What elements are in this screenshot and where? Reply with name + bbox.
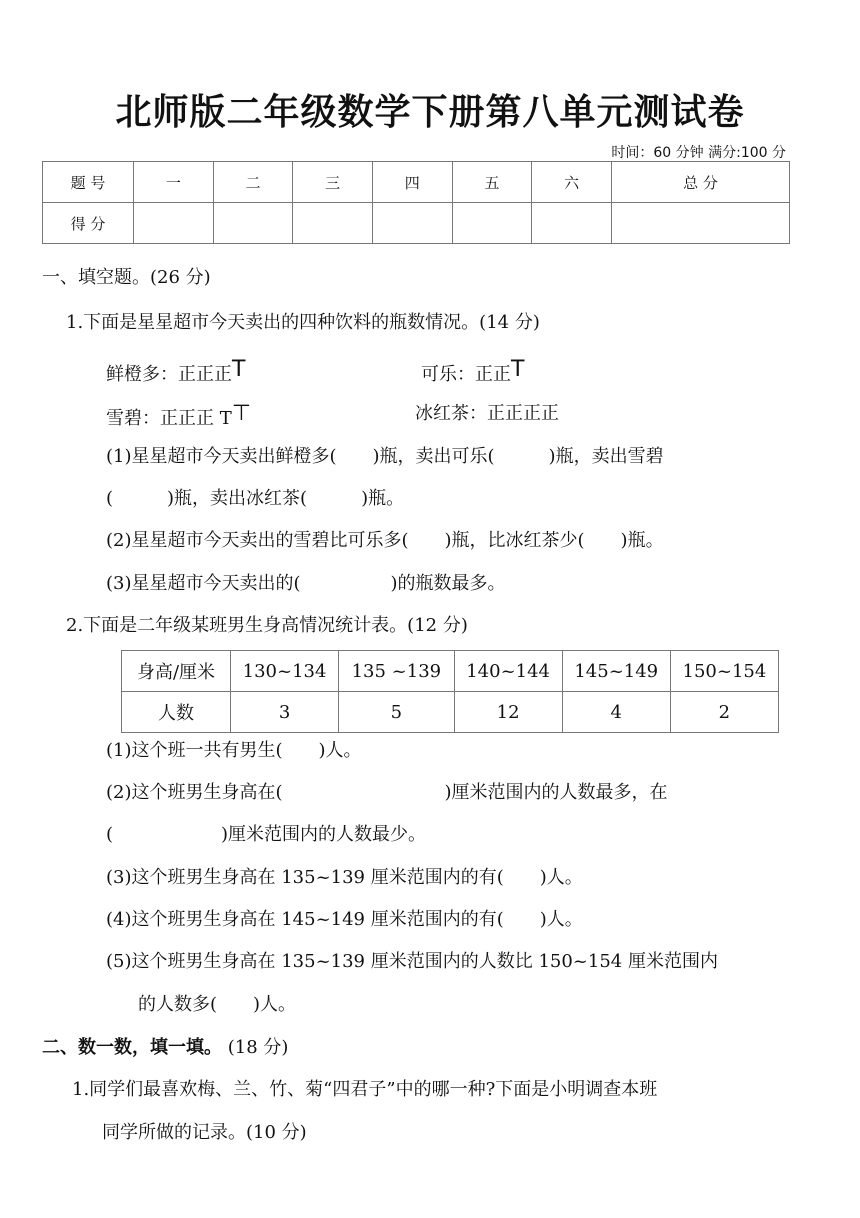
q2-sub5-line2: 的人数多( )人。: [138, 994, 297, 1015]
score-cell[interactable]: [452, 203, 532, 244]
score-header-cell: 一: [134, 162, 214, 203]
count-row-label: 人数: [122, 692, 231, 733]
score-table: [42, 161, 790, 244]
section2-score: (18 分): [227, 1037, 289, 1058]
height-range-cell: 150~154: [670, 651, 778, 692]
score-header-cell: 六: [532, 162, 612, 203]
drink-orange-label: 鲜橙多：正正正: [106, 364, 232, 385]
height-table: [121, 650, 779, 733]
score-header-cell: 总 分: [611, 162, 789, 203]
drink-icetea-label: 冰红茶：正正正正: [415, 403, 559, 424]
drink-sprite: [106, 402, 251, 431]
q2-stem: 2.下面是二年级某班男生身高情况统计表。(12 分): [66, 615, 468, 636]
score-header-cell: 三: [293, 162, 373, 203]
q2-sub4: (4)这个班男生身高在 145~149 厘米范围内的有( )人。: [106, 909, 583, 930]
score-table-header-row: [43, 162, 790, 203]
score-table-score-row: [43, 203, 790, 244]
height-range-row: [122, 651, 779, 692]
drink-cola: [421, 358, 524, 387]
score-cell[interactable]: [293, 203, 373, 244]
drink-cola-label: 可乐：正正: [421, 364, 511, 385]
score-header-cell: 题 号: [43, 162, 134, 203]
section1-heading: 一、填空题。(26 分): [42, 267, 211, 288]
section2-heading: 二、数一数，填一填。: [42, 1037, 222, 1058]
q1-sub3: (3)星星超市今天卖出的( )的瓶数最多。: [106, 573, 506, 594]
height-range-cell: 135 ~139: [339, 651, 454, 692]
q2-sub2-line1: (2)这个班男生身高在( )厘米范围内的人数最多，在: [106, 782, 668, 803]
q1-stem: 1.下面是星星超市今天卖出的四种饮料的瓶数情况。(14 分): [66, 312, 540, 333]
page-title: 北师版二年级数学下册第八单元测试卷: [115, 92, 745, 133]
drink-sprite-label: 雪碧：正正正 T: [106, 408, 232, 429]
q2-sub3: (3)这个班男生身高在 135~139 厘米范围内的有( )人。: [106, 867, 583, 888]
score-cell[interactable]: [532, 203, 612, 244]
q2-sub5-line1: (5)这个班男生身高在 135~139 厘米范围内的人数比 150~154 厘米范围内: [106, 951, 718, 972]
score-cell[interactable]: [372, 203, 452, 244]
time-info: 时间：60 分钟 满分:100 分: [611, 145, 786, 161]
height-range-cell: 130~134: [231, 651, 339, 692]
drink-icetea: [415, 402, 559, 426]
height-count-row: [122, 692, 779, 733]
count-cell: 5: [339, 692, 454, 733]
count-cell: 2: [670, 692, 778, 733]
q1-sub1-line1: (1)星星超市今天卖出鲜橙多( )瓶，卖出可乐( )瓶，卖出雪碧: [106, 446, 664, 467]
q2-sub1: (1)这个班一共有男生( )人。: [106, 740, 362, 761]
tally-mark: T: [511, 357, 525, 382]
section2-q1-line1: 1.同学们最喜欢梅、兰、竹、菊“四君子”中的哪一种?下面是小明调查本班: [72, 1079, 658, 1100]
drink-orange: [106, 358, 245, 387]
score-cell[interactable]: [213, 203, 293, 244]
count-cell: 12: [454, 692, 562, 733]
tally-mark: ⊤: [231, 401, 251, 426]
height-range-cell: 145~149: [562, 651, 670, 692]
section2-q1-line2: 同学所做的记录。(10 分): [102, 1122, 307, 1143]
height-row-label: 身高/厘米: [122, 651, 231, 692]
score-header-cell: 二: [213, 162, 293, 203]
score-header-cell: 五: [452, 162, 532, 203]
count-cell: 4: [562, 692, 670, 733]
score-header-cell: 四: [372, 162, 452, 203]
count-cell: 3: [231, 692, 339, 733]
height-range-cell: 140~144: [454, 651, 562, 692]
q1-sub1-line2: ( )瓶，卖出冰红茶( )瓶。: [106, 488, 405, 509]
q1-sub2: (2)星星超市今天卖出的雪碧比可乐多( )瓶，比冰红茶少( )瓶。: [106, 530, 664, 551]
section2-heading-row: [42, 1036, 288, 1060]
score-cell[interactable]: [611, 203, 789, 244]
tally-mark: T: [232, 357, 246, 382]
score-cell[interactable]: [134, 203, 214, 244]
score-row-label: 得 分: [43, 203, 134, 244]
q2-sub2-line2: ( )厘米范围内的人数最少。: [106, 824, 427, 845]
